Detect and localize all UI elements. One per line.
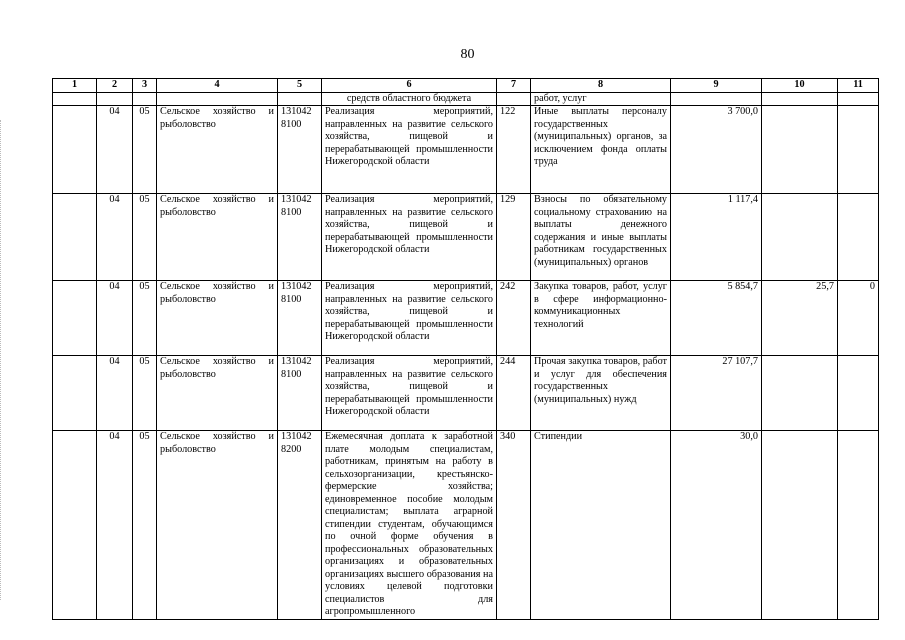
cell-amount-col10 [762,106,838,194]
cell-section: 04 [97,281,133,356]
cell-section: 04 [97,106,133,194]
cell-section: 04 [97,356,133,431]
table-row [53,281,879,356]
column-header: 7 [497,79,531,93]
cell-subsection: 05 [133,356,157,431]
cell-expense-type: Стипендии [531,431,671,620]
cell-section-name: Сельское хозяйство и рыболовство [157,194,278,281]
cell-subsection: 05 [133,106,157,194]
cell-amount: 5 854,7 [671,281,762,356]
scan-edge-marks [0,120,4,600]
cell-expense-code: 242 [497,281,531,356]
cell-expense-type: Прочая закупка товаров, работ и услуг для обеспечения государственных (муниципальных) нужд [531,356,671,431]
cell-purpose: Реализация мероприятий, направленных на развитие сельского хозяйства, пищевой и перерабатывающей промышленности Нижегородской области [322,194,497,281]
cell-amount-col11 [838,356,879,431]
cell-amount: 30,0 [671,431,762,620]
cell-amount-col11 [838,431,879,620]
cell-expense-code: 122 [497,106,531,194]
cell-expense-type: Взносы по обязательному социальному страхованию на выплаты денежного содержания и иные выплаты работникам государственных (муниципальных) органов [531,194,671,281]
column-header: 5 [278,79,322,93]
cell-expense-code: 244 [497,356,531,431]
cell-section-name: Сельское хозяйство и рыболовство [157,356,278,431]
cell-purpose: Реализация мероприятий, направленных на развитие сельского хозяйства, пищевой и перерабатывающей промышленности Нижегородской области [322,356,497,431]
cell-subsection: 05 [133,281,157,356]
cell-expense-type: работ, услуг [531,92,671,106]
column-header: 8 [531,79,671,93]
cell-subsection: 05 [133,431,157,620]
column-header: 9 [671,79,762,93]
cell-purpose: Реализация мероприятий, направленных на развитие сельского хозяйства, пищевой и перерабатывающей промышленности Нижегородской области [322,106,497,194]
column-header: 4 [157,79,278,93]
cell-amount: 1 117,4 [671,194,762,281]
cell-section-name: Сельское хозяйство и рыболовство [157,106,278,194]
cell-target-code: 131042 8100 [278,194,322,281]
cell-expense-type: Закупка товаров, работ, услуг в сфере информационно-коммуникационных технологий [531,281,671,356]
cell-purpose: Реализация мероприятий, направленных на развитие сельского хозяйства, пищевой и перерабатывающей промышленности Нижегородской области [322,281,497,356]
cell-section: 04 [97,431,133,620]
cell-amount-col11: 0 [838,281,879,356]
cell-purpose: средств областного бюджета [322,92,497,106]
cell-purpose: Ежемесячная доплата к заработной плате молодым специалистам, работникам, принятым на работу в сельхозорганизации, крестьянско-фермерские хозяйства; единовременное пособие молодым специалистам; выплата аграрной стипендии студентам, обучающимся по очной форме обучения в профессиональных образовательных организациях и образовательных организациях высшего образования на условиях целевой подготовки специалистов для агропромышленного [322,431,497,620]
cell-target-code: 131042 8100 [278,356,322,431]
column-header: 10 [762,79,838,93]
cell-section-name: Сельское хозяйство и рыболовство [157,281,278,356]
cell-expense-code: 129 [497,194,531,281]
column-header: 11 [838,79,879,93]
cell-amount-col10 [762,431,838,620]
page-number: 80 [460,47,475,62]
column-header: 3 [133,79,157,93]
table-row [53,431,879,620]
cell-target-code: 131042 8200 [278,431,322,620]
cell-amount: 3 700,0 [671,106,762,194]
continuation-row [53,92,879,106]
cell-target-code: 131042 8100 [278,106,322,194]
cell-expense-type: Иные выплаты персоналу государственных (муниципальных) органов, за исключением фонда оплаты труда [531,106,671,194]
cell-amount-col10 [762,356,838,431]
table-row [53,106,879,194]
cell-amount-col11 [838,194,879,281]
cell-expense-code: 340 [497,431,531,620]
table-row [53,356,879,431]
cell-amount-col11 [838,106,879,194]
cell-section-name: Сельское хозяйство и рыболовство [157,431,278,620]
cell-amount: 27 107,7 [671,356,762,431]
cell-amount-col10 [762,194,838,281]
column-header: 1 [53,79,97,93]
cell-section: 04 [97,194,133,281]
column-header: 2 [97,79,133,93]
cell-subsection: 05 [133,194,157,281]
column-header: 6 [322,79,497,93]
budget-table [52,78,879,620]
table-row [53,194,879,281]
cell-target-code: 131042 8100 [278,281,322,356]
column-header-row [53,79,879,93]
cell-amount-col10: 25,7 [762,281,838,356]
